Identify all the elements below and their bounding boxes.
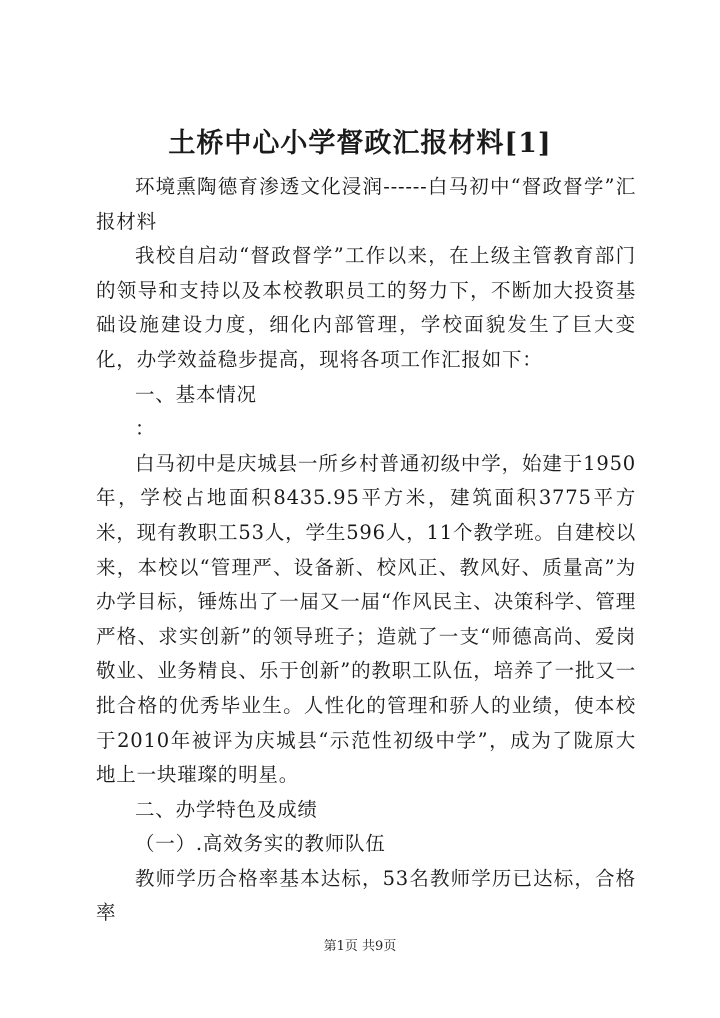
teacher-qualification-paragraph: 教师学历合格率基本达标，53名教师学历已达标，合格率	[96, 866, 636, 925]
section-heading-features: 二、办学特色及成绩	[135, 797, 318, 821]
subtitle-paragraph: 环境熏陶德育渗透文化浸润------白马初中“督政督学”汇报材料	[96, 175, 636, 233]
document-body	[96, 170, 636, 931]
colon-line: ：	[135, 417, 156, 441]
subsection-heading-teachers: （一）.高效务实的教师队伍	[135, 832, 386, 856]
document-title: 土桥中心小学督政汇报材料[1]	[168, 128, 552, 159]
page-footer	[0, 938, 720, 956]
section-heading-basic-info: 一、基本情况	[135, 382, 257, 406]
intro-paragraph: 我校自启动“督政督学”工作以来，在上级主管教育部门的领导和支持以及本校教职员工的努力下，不断加大投资基础设施建设力度，细化内部管理，学校面貌发生了巨大变化，办学效益稳步提高，现将各项工作汇报如下：	[96, 244, 636, 371]
school-overview-paragraph: 白马初中是庆城县一所乡村普通初级中学，始建于1950年，学校占地面积8435.95平方米，建筑面积3775平方米，现有教职工53人，学生596人，11个教学班。自建校以来，本校以“管理严、设备新、校风正、教风好、质量高”为办学目标，锤炼出了一届又一届“作风民主、决策科学、管理严格、求实创新”的领导班子；造就了一支“师德高尚、爱岗敬业、业务精良、乐于创新”的教职工队伍，培养了一批又一批合格的优秀毕业生。人性化的管理和骄人的业绩，使本校于2010年被评为庆城县“示范性初级中学”，成为了陇原大地上一块璀璨的明星。	[96, 451, 636, 787]
page-number: 第1页 共9页	[323, 939, 397, 954]
